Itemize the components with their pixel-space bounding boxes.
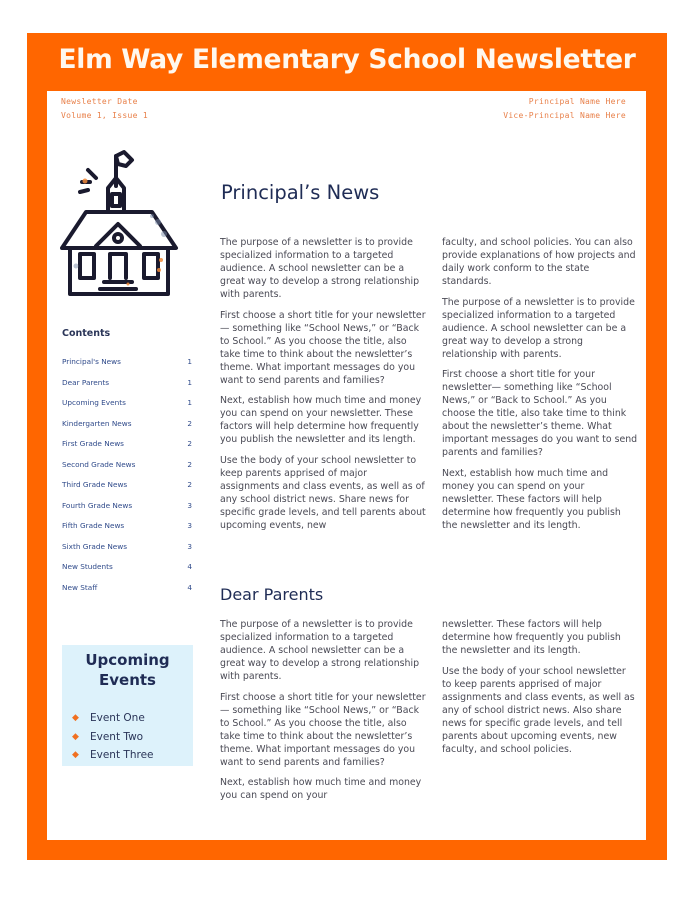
toc-page: 1 xyxy=(187,357,192,366)
principals-news-column-2 xyxy=(442,236,638,539)
toc-page: 3 xyxy=(187,541,192,551)
schoolhouse-icon xyxy=(58,148,180,300)
toc-item-kindergarten-news[interactable] xyxy=(62,417,192,438)
toc-label: Third Grade News xyxy=(62,480,128,489)
events-heading-line1: Upcoming xyxy=(85,651,170,669)
table-of-contents xyxy=(62,355,192,601)
event-label: Event Two xyxy=(90,730,144,743)
toc-item-fifth-grade-news[interactable] xyxy=(62,519,192,540)
toc-item-fourth-grade-news[interactable] xyxy=(62,499,192,520)
toc-page: 4 xyxy=(187,562,192,571)
toc-page: 3 xyxy=(187,521,192,530)
newsletter-title: Elm Way Elementary School Newsletter xyxy=(58,44,636,75)
dear-parents-column-1 xyxy=(220,618,428,810)
principal-name: Principal Name Here xyxy=(528,97,626,106)
event-item xyxy=(72,746,154,765)
toc-item-dear-parents[interactable] xyxy=(62,376,192,397)
upcoming-events-heading xyxy=(62,650,193,690)
toc-page: 3 xyxy=(187,500,192,510)
toc-item-second-grade-news[interactable] xyxy=(62,458,192,479)
paragraph: Next, establish how much time and money you can spend on your xyxy=(220,777,422,801)
paragraph: First choose a short title for your newsletter— something like “School News,” or “Back to School.” As you choose the title, also take time to think about the newsletter’s theme. What important messages do you want to send parents and families? xyxy=(220,309,426,386)
toc-page: 2 xyxy=(187,480,192,489)
toc-item-sixth-grade-news[interactable] xyxy=(62,540,192,561)
event-item xyxy=(72,709,154,728)
event-label: Event Three xyxy=(90,749,154,762)
event-item xyxy=(72,728,154,747)
toc-page: 1 xyxy=(187,398,192,407)
event-label: Event One xyxy=(90,712,145,725)
newsletter-date: Newsletter Date xyxy=(61,97,138,106)
toc-label: New Students xyxy=(62,562,113,571)
toc-label: First Grade News xyxy=(62,439,124,448)
paragraph: First choose a short title for your newsletter— something like “School News,” or “Back to School.” As you choose the title, also take time to think about the newsletter’s theme. What important messages do you want to send parents and families? xyxy=(442,369,638,458)
toc-page: 2 xyxy=(187,418,192,428)
toc-label: Kindergarten News xyxy=(62,418,132,428)
toc-page: 4 xyxy=(187,582,192,592)
issue-info xyxy=(61,95,148,123)
events-heading-line2: Events xyxy=(99,671,156,689)
events-list xyxy=(72,709,154,765)
toc-label: Dear Parents xyxy=(62,377,110,387)
paragraph: Next, establish how much time and money you can spend on your newsletter. These factors will help determine how frequently you publish the newsletter and its length. xyxy=(442,467,621,531)
toc-label: New Staff xyxy=(62,582,98,592)
toc-item-first-grade-news[interactable] xyxy=(62,437,192,458)
dear-parents-column-2 xyxy=(442,618,638,763)
toc-page: 2 xyxy=(187,439,192,448)
vice-principal-name: Vice-Principal Name Here xyxy=(503,111,626,120)
paragraph: The purpose of a newsletter is to provide specialized information to a targeted audience. A school newsletter can be a great way to develop a strong relationship with parents. xyxy=(220,619,420,682)
toc-item-new-students[interactable] xyxy=(62,560,192,581)
contents-heading: Contents xyxy=(62,328,111,339)
paragraph: The purpose of a newsletter is to provide specialized information to a targeted audience. A school newsletter can be a great way to develop a strong relationship with parents. xyxy=(442,296,635,360)
paragraph: First choose a short title for your newsletter— something like “School News,” or “Back to School.” As you choose the title, also take time to think about the newsletter’s theme. What important messages do you want to send parents and families? xyxy=(220,691,426,768)
paragraph: Use the body of your school newsletter to keep parents apprised of major assignments and class events, as well as any of school district news. Also share news for specific grade levels, and tell parents about upcoming events, new faculty, and school policies. xyxy=(442,665,635,755)
paragraph: The purpose of a newsletter is to provide specialized information to a targeted audience. A school newsletter can be a great way to develop a strong relationship with parents. xyxy=(220,237,420,300)
toc-item-new-staff[interactable] xyxy=(62,581,192,602)
diamond-bullet-icon: ◆ xyxy=(72,731,79,742)
staff-info xyxy=(503,95,626,123)
toc-label: Sixth Grade News xyxy=(62,541,128,551)
paragraph: newsletter. These factors will help determine how frequently you publish the newsletter and its length. xyxy=(442,619,621,656)
toc-label: Fifth Grade News xyxy=(62,521,125,530)
toc-item-principals-news[interactable] xyxy=(62,355,192,376)
paragraph: faculty, and school policies. You can also provide explanations of how projects and daily work conform to the state standards. xyxy=(442,237,636,287)
principals-news-column-1 xyxy=(220,236,428,539)
volume-issue: Volume 1, Issue 1 xyxy=(61,111,148,120)
diamond-bullet-icon: ◆ xyxy=(72,750,79,761)
toc-page: 1 xyxy=(187,377,192,387)
toc-item-third-grade-news[interactable] xyxy=(62,478,192,499)
toc-label: Fourth Grade News xyxy=(62,500,133,510)
toc-label: Second Grade News xyxy=(62,459,136,469)
dear-parents-heading: Dear Parents xyxy=(220,585,324,604)
principals-news-heading: Principal’s News xyxy=(221,181,380,204)
paragraph: Next, establish how much time and money you can spend on your newsletter. These factors will help determine how frequently you publish the newsletter and its length. xyxy=(220,395,422,445)
paragraph: Use the body of your school newsletter to keep parents apprised of major assignments and class events, as well as of any school district news. Share news for specific grade levels, and tell parents about upcoming events, new xyxy=(220,454,426,531)
toc-label: Principal's News xyxy=(62,357,121,366)
toc-label: Upcoming Events xyxy=(62,398,126,407)
diamond-bullet-icon: ◆ xyxy=(72,713,79,724)
toc-page: 2 xyxy=(187,459,192,469)
toc-item-upcoming-events[interactable] xyxy=(62,396,192,417)
